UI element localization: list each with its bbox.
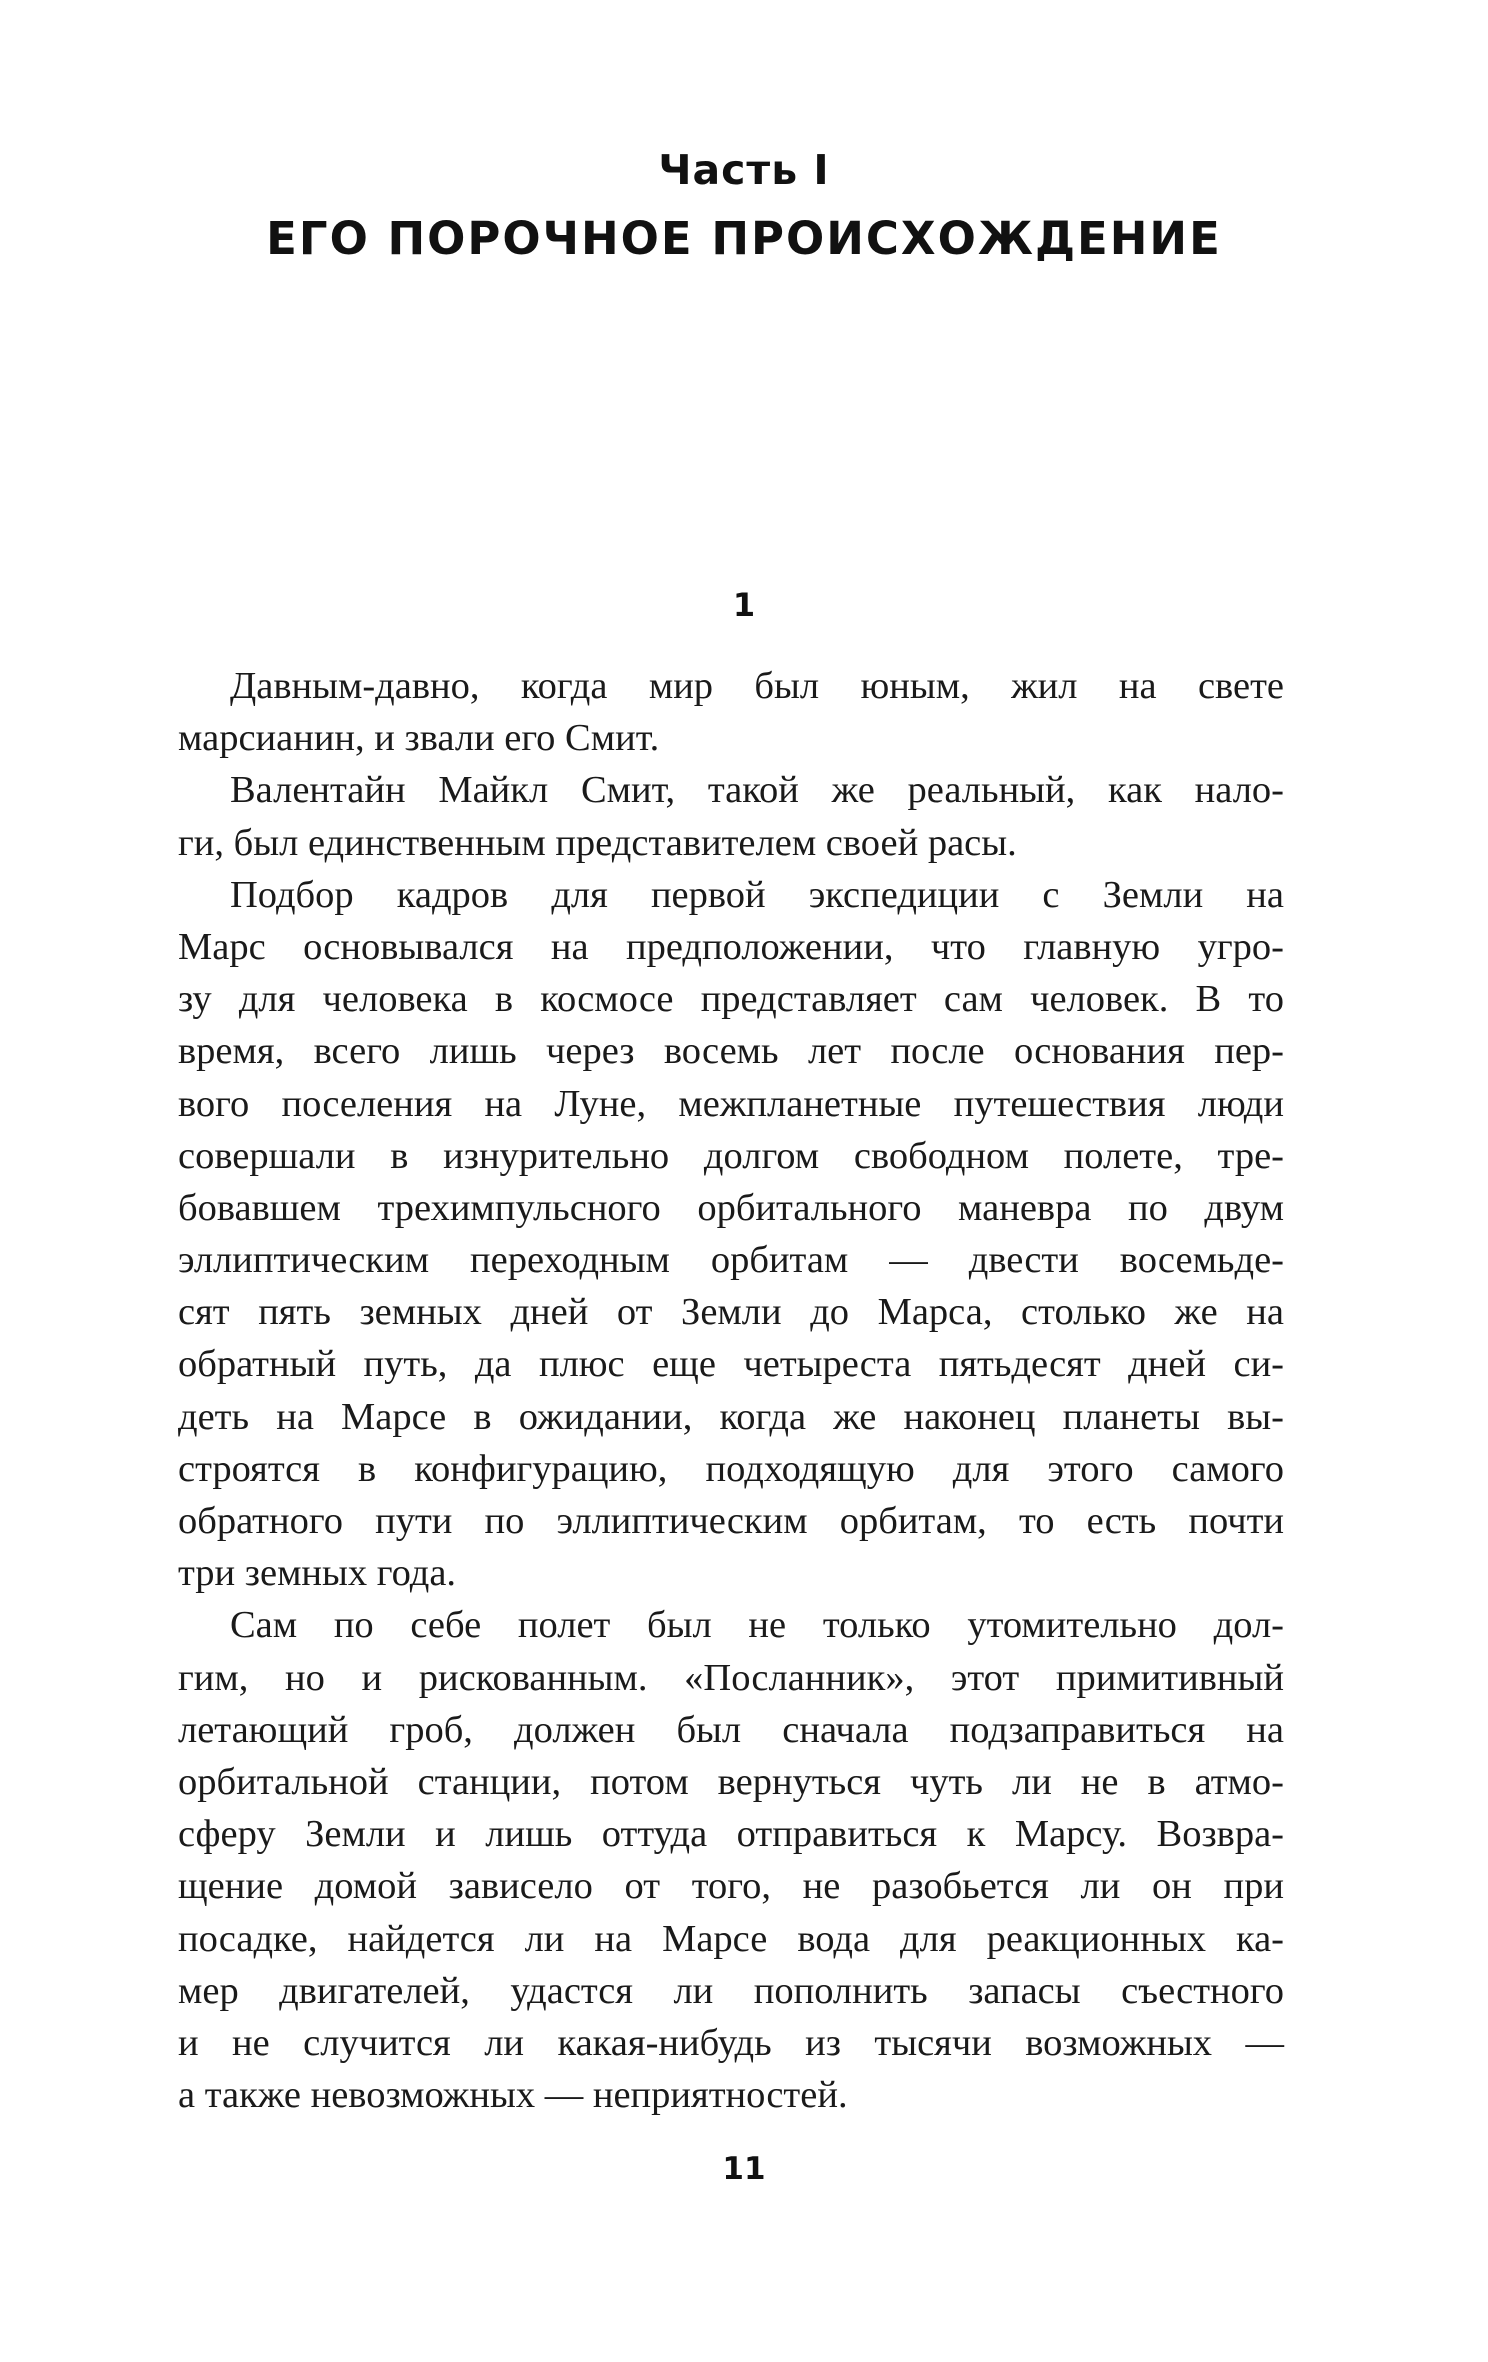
paragraph	[178, 869, 1284, 1600]
paragraph	[178, 660, 1284, 764]
text-line: обратный путь, да плюс еще четыреста пятьдесят дней си-	[178, 1343, 1284, 1386]
page-number: 11	[722, 2151, 766, 2187]
text-line: сят пять земных дней от Земли до Марса, столько же на	[178, 1291, 1284, 1334]
text-line: совершали в изнурительно долгом свободном полете, тре-	[178, 1134, 1284, 1177]
paragraph	[178, 1599, 1284, 2121]
text-line: эллиптическим переходным орбитам — двести восемьде-	[178, 1239, 1284, 1282]
text-line: время, всего лишь через восемь лет после основания пер-	[178, 1030, 1284, 1073]
paragraph	[178, 764, 1284, 868]
text-line: Давным-давно, когда мир был юным, жил на свете	[230, 665, 1284, 707]
text-line: сферу Земли и лишь оттуда отправиться к Марсу. Возвра-	[178, 1813, 1284, 1856]
text-line: Сам по себе полет был не только утомительно дол-	[230, 1604, 1284, 1647]
text-line: орбитальной станции, потом вернуться чуть ли не в атмо-	[178, 1760, 1284, 1803]
text-line: и не случится ли какая-нибудь из тысячи возможных —	[178, 2021, 1284, 2064]
text-line: ги, был единственным представителем своей расы.	[178, 821, 1017, 864]
text-line: бовавшем трехимпульсного орбитального маневра по двум	[178, 1186, 1284, 1229]
text-line: вого поселения на Луне, межпланетные путешествия люди	[178, 1082, 1284, 1125]
text-line: строятся в конфигурацию, подходящую для этого самого	[178, 1447, 1284, 1490]
text-line: деть на Марсе в ожидании, когда же наконец планеты вы-	[178, 1395, 1284, 1438]
text-line: щение домой зависело от того, не разобьется ли он при	[178, 1865, 1284, 1908]
text-line: посадке, найдется ли на Марсе вода для реакционных ка-	[178, 1917, 1284, 1960]
text-line: Подбор кадров для первой экспедиции с Земли на	[230, 873, 1284, 916]
text-line: зу для человека в космосе представляет сам человек. В то	[178, 978, 1284, 1021]
text-line: а также невозможных — неприятностей.	[178, 2074, 848, 2117]
chapter-number: 1	[732, 586, 756, 624]
text-line: три земных года.	[178, 1552, 457, 1595]
part-label: Часть I	[658, 146, 830, 194]
text-line: обратного пути по эллиптическим орбитам, то есть почти	[178, 1500, 1284, 1542]
body-text	[178, 660, 1284, 2121]
text-line: Валентайн Майкл Смит, такой же реальный, как нало-	[230, 769, 1284, 812]
text-line: Марс основывался на предположении, что главную угро-	[178, 925, 1284, 968]
text-line: летающий гроб, должен был сначала подзаправиться на	[178, 1708, 1284, 1751]
text-line: гим, но и рискованным. «Посланник», этот примитивный	[178, 1656, 1284, 1699]
part-title: ЕГО ПОРОЧНОЕ ПРОИСХОЖДЕНИЕ	[266, 212, 1222, 265]
text-line: марсианин, и звали его Смит.	[178, 717, 660, 760]
text-line: мер двигателей, удастся ли пополнить запасы съестного	[178, 1969, 1284, 2012]
